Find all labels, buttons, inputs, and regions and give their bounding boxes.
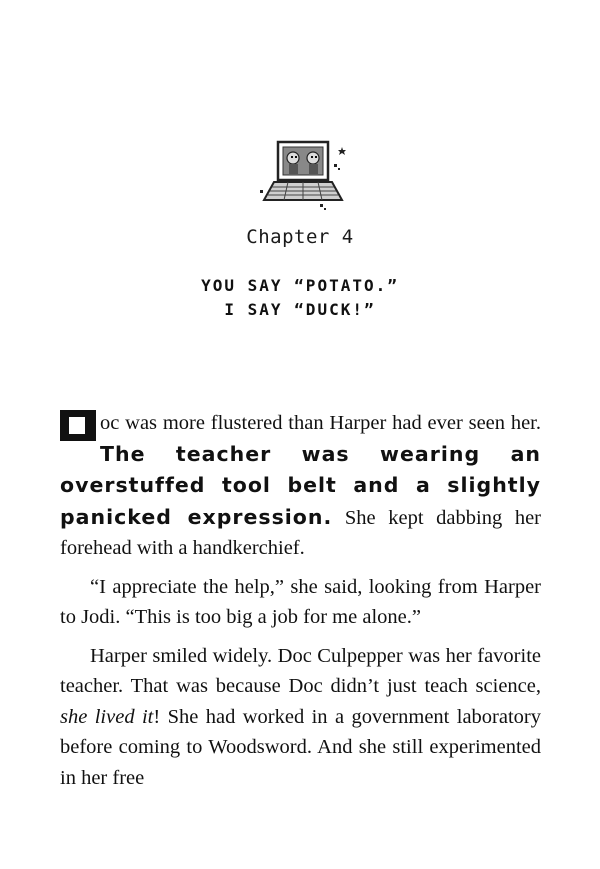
paragraph-3-text-a: Harper smiled widely. Doc Culpepper was her favorite teacher. That was because Doc didn’t just teach science,: [60, 644, 541, 697]
paragraph-1-highlight: The teacher was wearing an overstuffed tool belt and a slightly panicked expression.: [60, 441, 541, 529]
drop-cap: [60, 410, 96, 441]
paragraph-2: [60, 572, 541, 633]
paragraph-1: [60, 408, 541, 564]
paragraph-3-italic: she lived it: [60, 705, 154, 728]
paragraph-3-text-b: ! She had worked in a government laboratory before coming to Woodsword. And she still experimented in her free: [60, 705, 542, 789]
paragraph-1-text-a: oc was more flustered than Harper had ever seen her.: [100, 412, 541, 434]
paragraph-1-text-b: She kept dabbing her forehead with a handkerchief.: [60, 506, 542, 559]
chapter-title-line-2: I SAY “DUCK!”: [224, 300, 376, 319]
chapter-title-line-1: YOU SAY “POTATO.”: [201, 276, 399, 295]
drop-cap-letter: [60, 410, 61, 411]
paragraph-2-text: “I appreciate the help,” she said, looking from Harper to Jodi. “This is too big a job for me alone.”: [60, 575, 541, 628]
paragraph-3: [60, 641, 541, 794]
chapter-number: Chapter 4: [246, 226, 354, 248]
laptop-with-faces-icon: [258, 138, 354, 214]
chapter-body: [60, 408, 541, 801]
chapter-title: [0, 274, 600, 322]
